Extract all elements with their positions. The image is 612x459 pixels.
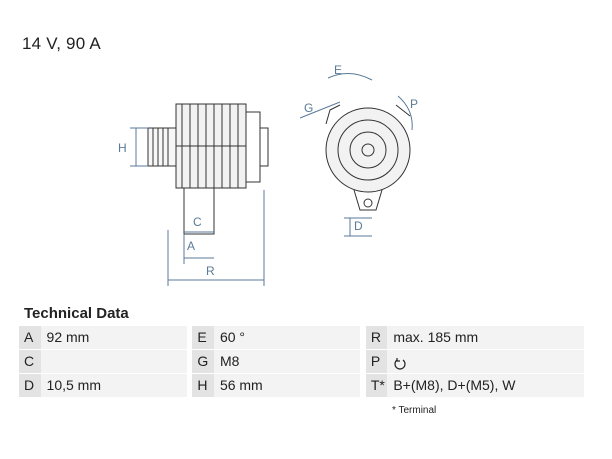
- label-r: R: [206, 264, 215, 278]
- label-cell: T*: [366, 374, 388, 397]
- value-cell: max. 185 mm: [387, 326, 584, 349]
- value-cell: 60 °: [214, 326, 360, 349]
- value-cell: 56 mm: [214, 374, 360, 397]
- table-row: [19, 374, 584, 397]
- value-cell: [41, 350, 187, 373]
- terminal-footnote: * Terminal: [392, 405, 437, 416]
- label-cell: A: [19, 326, 41, 349]
- label-h: H: [118, 141, 127, 155]
- label-p: P: [410, 97, 419, 111]
- label-cell: G: [192, 350, 214, 373]
- label-cell: R: [366, 326, 388, 349]
- rotation-direction-icon: [393, 355, 407, 369]
- table-row: [19, 350, 584, 373]
- technical-data-title: Technical Data: [24, 305, 129, 322]
- label-cell: H: [192, 374, 214, 397]
- label-cell: D: [19, 374, 41, 397]
- technical-data-table: [19, 326, 584, 398]
- value-cell: 10,5 mm: [41, 374, 187, 397]
- headline: 14 V, 90 A: [22, 34, 101, 53]
- label-e: E: [334, 63, 343, 77]
- table-row: [19, 326, 584, 349]
- label-cell: E: [192, 326, 214, 349]
- value-cell: 92 mm: [41, 326, 187, 349]
- label-g: G: [304, 101, 314, 115]
- value-cell: B+(M8), D+(M5), W: [387, 374, 584, 397]
- label-cell: C: [19, 350, 41, 373]
- value-cell: M8: [214, 350, 360, 373]
- label-cell: P: [366, 350, 388, 373]
- value-cell: [387, 350, 584, 373]
- label-c: C: [193, 215, 202, 229]
- label-a: A: [187, 239, 196, 253]
- label-d: D: [354, 219, 363, 233]
